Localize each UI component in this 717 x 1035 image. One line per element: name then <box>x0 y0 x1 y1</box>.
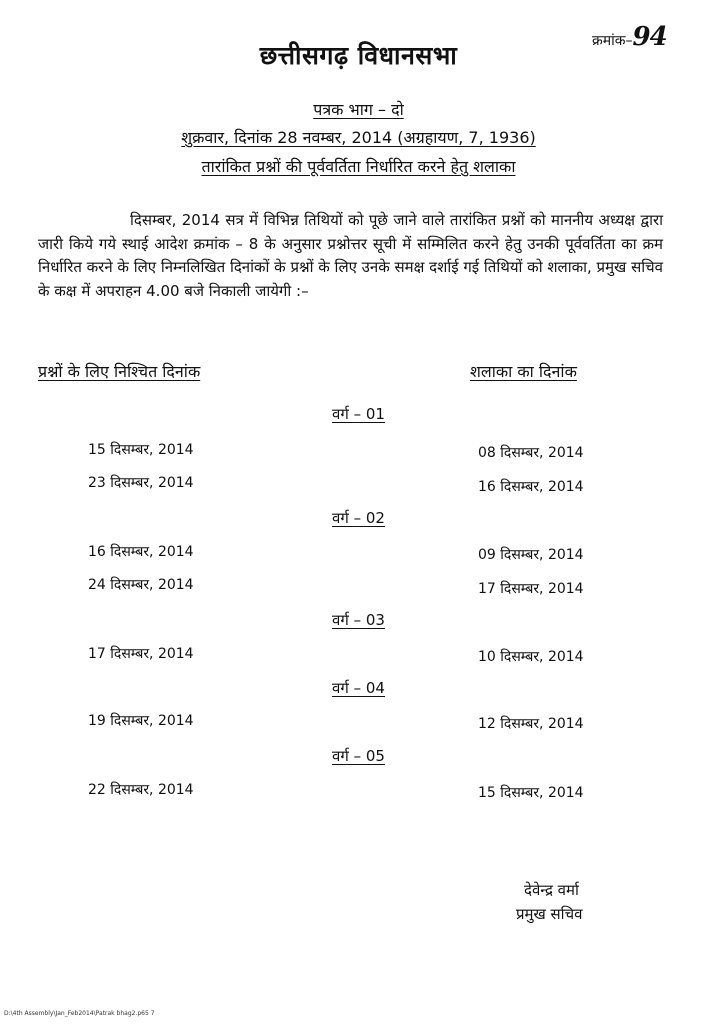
question-date: 15 दिसम्बर, 2014 <box>88 442 194 458</box>
group-heading <box>0 746 717 766</box>
group-heading <box>0 508 717 528</box>
body-paragraph <box>38 209 663 303</box>
bulletin-date-line <box>0 126 717 148</box>
group-heading <box>0 678 717 698</box>
bulletin-part <box>0 98 717 120</box>
group-heading <box>0 610 717 630</box>
column-header-question-date: प्रश्नों के लिए निश्चित दिनांक <box>38 362 201 381</box>
bulletin-part-text: पत्रक भाग – दो <box>313 100 404 119</box>
group-heading-text: वर्ग – 03 <box>332 611 385 629</box>
question-date: 23 दिसम्बर, 2014 <box>88 475 194 491</box>
group-heading <box>0 404 717 424</box>
draw-date: 10 दिसम्बर, 2014 <box>478 649 584 665</box>
draw-date: 09 दिसम्बर, 2014 <box>478 547 584 563</box>
draw-date: 15 दिसम्बर, 2014 <box>478 785 584 801</box>
draw-date: 12 दिसम्बर, 2014 <box>478 716 584 732</box>
question-date: 16 दिसम्बर, 2014 <box>88 544 194 560</box>
bulletin-subject-text: तारांकित प्रश्नों की पूर्ववर्तिता निर्धारित करने हेतु शलाका <box>201 157 516 176</box>
question-date: 24 दिसम्बर, 2014 <box>88 577 194 593</box>
draw-date: 16 दिसम्बर, 2014 <box>478 479 584 495</box>
footer-file-path: D:\4th Assembly\Jan_Feb2014\Patrak bhag2.p65 7 <box>4 1010 155 1017</box>
question-date: 19 दिसम्बर, 2014 <box>88 713 194 729</box>
column-header-draw-date: शलाका का दिनांक <box>470 362 577 381</box>
bulletin-date-text: शुक्रवार, दिनांक 28 नवम्बर, 2014 (अग्रहायण, 7, 1936) <box>181 128 536 147</box>
question-date: 22 दिसम्बर, 2014 <box>88 782 194 798</box>
group-heading-text: वर्ग – 05 <box>332 747 385 765</box>
group-heading-text: वर्ग – 01 <box>332 405 385 423</box>
question-date: 17 दिसम्बर, 2014 <box>88 646 194 662</box>
draw-date: 17 दिसम्बर, 2014 <box>478 581 584 597</box>
signatory-designation: प्रमुख सचिव <box>516 905 583 923</box>
group-heading-text: वर्ग – 02 <box>332 509 385 527</box>
draw-date: 08 दिसम्बर, 2014 <box>478 445 584 461</box>
signatory-name: देवेन्द्र वर्मा <box>524 881 579 899</box>
document-title: छत्तीसगढ़ विधानसभा <box>259 41 458 70</box>
serial-label: क्रमांक– <box>592 33 633 49</box>
group-heading-text: वर्ग – 04 <box>332 679 385 697</box>
body-paragraph-text: दिसम्बर, 2014 सत्र में विभिन्न तिथियों को पूछे जाने वाले तारांकित प्रश्नों को माननीय अध्यक्ष द्वारा जारी किये गये स्थाई आदेश क्रमांक – 8 के अनुसार प्रश्नोत्तर सूची में सम्मिलित करने हेतु उनकी पूर्ववर्तिता का क्रम निर्धारित करने के लिए निम्नलिखित दिनांकों के प्रश्नों के लिए उनके समक्ष दर्शाई गई तिथियों को शलाका, प्रमुख सचिव के कक्ष में अपराहन 4.00 बजे निकाली जायेगी :– <box>38 211 663 300</box>
bulletin-subject <box>0 155 717 177</box>
serial-handwritten-number: 94 <box>632 22 667 52</box>
